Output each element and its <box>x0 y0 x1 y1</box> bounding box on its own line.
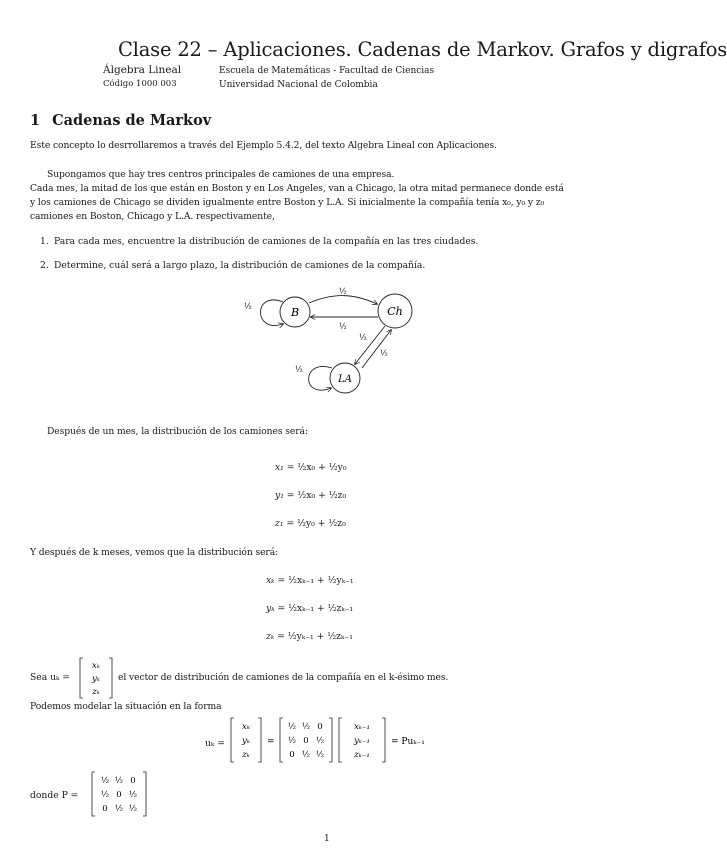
sea-suffix: el vector de distribución de camiones de la compañía en el k-ésimo mes. <box>118 672 449 683</box>
matrix-entry: ½ <box>301 750 311 760</box>
course-code: Código 1000 003 <box>103 79 177 89</box>
list-item <box>40 236 478 247</box>
eq-rhs: = ½xₖ₋₁ + ½yₖ₋₁ <box>277 575 354 586</box>
class-label: Clase 22 <box>118 38 202 61</box>
matrix-entry: ½ <box>128 790 138 800</box>
model-result: = Puₖ₋₁ <box>391 737 425 747</box>
document-title <box>118 38 727 61</box>
matrix-entry: ½ <box>114 776 124 786</box>
equation-yk <box>266 603 353 614</box>
title-text: Aplicaciones. Cadenas de Markov. Grafos y digrafos <box>223 38 727 61</box>
equation-z1 <box>275 518 346 529</box>
weight-boston-loop: ½ <box>244 302 252 311</box>
eq-rhs: = ½x₀ + ½z₀ <box>286 490 347 501</box>
university-name: Universidad Nacional de Colombia <box>219 80 378 90</box>
matrix-p <box>90 770 150 818</box>
matrix-entry: ½ <box>315 750 325 760</box>
weight-boston-chicago: ½ <box>339 287 347 296</box>
matrix-entry: 0 <box>130 776 136 786</box>
title-dash: – <box>207 38 218 61</box>
eq-lhs: yₖ <box>266 603 275 614</box>
matrix-entry: ½ <box>100 776 110 786</box>
edge-boston-chicago <box>309 296 377 304</box>
node-la-label: LA <box>338 374 352 385</box>
equation-xk <box>266 575 354 586</box>
weight-la-chicago: ½ <box>380 349 388 358</box>
vector-entry: yₖ <box>92 674 100 684</box>
eq-rhs: = ½x₀ + ½y₀ <box>286 462 347 473</box>
course-name: Álgebra Lineal <box>103 64 182 76</box>
weight-la-loop: ½ <box>295 365 303 374</box>
list-number: 2. <box>40 260 49 271</box>
loop-la <box>309 366 332 390</box>
matrix-entry: 0 <box>303 736 309 746</box>
model-text: Podemos modelar la situación en la forma <box>30 701 222 712</box>
eq-lhs: y₁ <box>275 490 284 501</box>
section-number: 1 <box>30 112 41 129</box>
intro-paragraph: Este concepto lo desrrollaremos a través del Ejemplo 5.4.2, del texto Algebra Lineal con Aplicaciones. <box>30 140 497 151</box>
vector-entry: yₖ <box>242 736 250 746</box>
list-number: 1. <box>40 236 49 247</box>
vector-entry: zₖ <box>92 687 100 697</box>
markov-graph <box>225 282 435 402</box>
eq-rhs: = ½yₖ₋₁ + ½zₖ₋₁ <box>277 631 353 642</box>
problem-line-1: Supongamos que hay tres centros principales de camiones de una empresa. <box>47 169 395 180</box>
matrix-entry: ½ <box>128 804 138 814</box>
sea-vector <box>78 656 116 700</box>
matrix-entry: ½ <box>100 790 110 800</box>
eq-lhs: x₁ <box>275 462 284 473</box>
eq-lhs: xₖ <box>266 575 275 586</box>
school-name: Escuela de Matemáticas - Facultad de Ciencias <box>219 66 435 76</box>
model-lhs: uₖ = <box>205 738 225 749</box>
matrix-entry: 0 <box>116 790 122 800</box>
sea-prefix: Sea uₖ = <box>30 672 71 683</box>
model-equation <box>230 716 460 764</box>
vector-entry: xₖ <box>242 722 250 732</box>
problem-line-2: Cada mes, la mitad de los que están en Boston y en Los Angeles, van a Chicago, la otra mitad permanece donde está <box>30 183 564 194</box>
problem-line-4: camiones en Boston, Chicago y L.A. respectivamente, <box>30 211 275 222</box>
vector-entry: yₖ₋₁ <box>354 736 370 746</box>
eq-lhs: z₁ <box>275 518 284 529</box>
matrix-entry: 0 <box>102 804 108 814</box>
equals-sign: = <box>267 737 275 747</box>
matrix-entry: ½ <box>114 804 124 814</box>
page-number: 1 <box>324 834 330 844</box>
problem-line-3: y los camiones de Chicago se dividen igualmente entre Boston y L.A. Si inicialmente la compañía tenía x₀, y₀ y z₀ <box>30 197 545 208</box>
list-text: Determine, cuál será a largo plazo, la distribución de camiones de la compañía. <box>54 260 426 271</box>
vector-entry: zₖ₋₁ <box>354 750 370 760</box>
weight-chicago-la: ½ <box>359 333 367 342</box>
section-heading <box>30 112 211 129</box>
list-text: Para cada mes, encuentre la distribución de camiones de la compañía en las tres ciudades. <box>54 236 479 247</box>
vector-entry: zₖ <box>242 750 250 760</box>
eq-rhs: = ½xₖ₋₁ + ½zₖ₋₁ <box>277 603 354 614</box>
equation-y1 <box>275 490 346 501</box>
matrix-entry: ½ <box>301 722 311 732</box>
eq-lhs: zₖ <box>266 631 275 642</box>
section-title: Cadenas de Markov <box>52 112 212 129</box>
matrix-entry: 0 <box>289 750 295 760</box>
equation-x1 <box>275 462 347 473</box>
vector-entry: xₖ₋₁ <box>354 722 370 732</box>
after-k-text: Y después de k meses, vemos que la distribución será: <box>30 547 279 558</box>
matrix-entry: 0 <box>317 722 323 732</box>
weight-chicago-boston: ½ <box>339 322 347 331</box>
edge-chicago-la <box>355 326 385 364</box>
list-item <box>40 260 425 271</box>
node-boston-label: B <box>290 306 300 319</box>
donde-prefix: donde P = <box>30 790 79 801</box>
node-chicago-label: Ch <box>387 305 403 318</box>
vector-entry: xₖ <box>92 661 100 671</box>
matrix-entry: ½ <box>287 722 297 732</box>
matrix-entry: ½ <box>287 736 297 746</box>
after-month-text: Después de un mes, la distribución de los camiones será: <box>47 426 308 437</box>
matrix-entry: ½ <box>315 736 325 746</box>
equation-zk <box>266 631 353 642</box>
eq-rhs: = ½y₀ + ½z₀ <box>286 518 346 529</box>
